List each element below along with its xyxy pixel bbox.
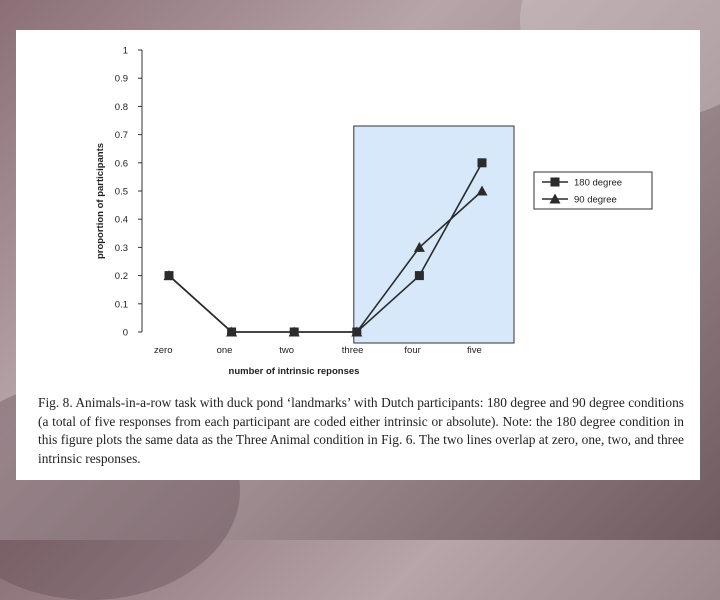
- y-tick-label: 0.2: [114, 271, 128, 283]
- y-tick-label: 1: [122, 45, 128, 57]
- figure-caption: Fig. 8. Animals-in-a-row task with duck pond ‘landmarks’ with Dutch participants: 180 degree and 90 degree conditions (a total of five responses from each participant are coded either intrinsic or absolute). Note: the 180 degree condition in this figure plots the same data as the Three Animal condition in Fig. 6. The two lines overlap at zero, one, two, and three intrinsic responses.: [38, 395, 684, 466]
- y-tick-label: 0.6: [114, 158, 128, 170]
- x-tick-label: five: [467, 345, 482, 356]
- legend-label: 180 degree: [574, 177, 623, 189]
- y-tick-label: 0: [122, 327, 128, 339]
- data-point-square: [478, 158, 487, 167]
- data-point-square: [415, 271, 424, 280]
- y-tick-label: 0.8: [114, 101, 128, 113]
- x-tick-label: four: [404, 345, 421, 356]
- y-tick-label: 0.4: [114, 214, 128, 226]
- chart: [16, 30, 700, 390]
- legend-label: 90 degree: [574, 194, 617, 206]
- legend-marker-square: [551, 178, 560, 187]
- y-tick-label: 0.9: [114, 73, 128, 85]
- y-axis-title: proportion of participants: [95, 142, 106, 260]
- x-tick-label: one: [216, 345, 233, 356]
- y-axis-ticks: [115, 46, 142, 339]
- y-tick-label: 0.3: [114, 242, 128, 254]
- x-axis-ticks: [154, 345, 482, 356]
- y-tick-label: 0.5: [114, 186, 128, 198]
- y-tick-label: 0.1: [114, 299, 128, 311]
- x-tick-label: three: [341, 345, 364, 356]
- legend: [534, 172, 652, 209]
- x-axis-title: number of intrinsic reponses: [228, 366, 360, 377]
- y-tick-label: 0.7: [114, 130, 128, 142]
- x-tick-label: two: [279, 345, 294, 356]
- x-tick-label: zero: [154, 345, 173, 356]
- slide: [16, 30, 700, 480]
